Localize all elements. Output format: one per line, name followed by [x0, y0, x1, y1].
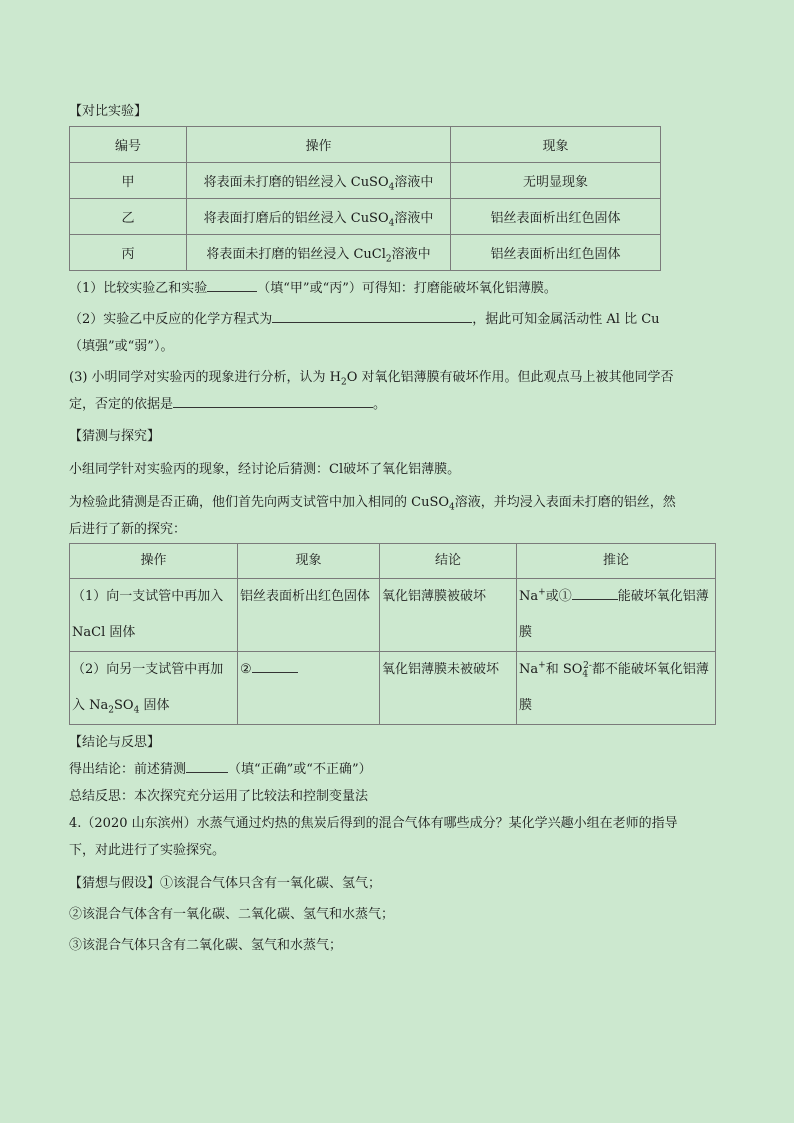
cell-op: 将表面未打磨的铝丝浸入 CuSO$_4$溶液中: [187, 163, 451, 199]
col-header-result: 现象: [451, 127, 661, 163]
cell-conclusion: 氧化铝薄膜未被破坏: [380, 652, 517, 725]
cell-op: 将表面打磨后的铝丝浸入 CuSO$_4$溶液中: [187, 199, 451, 235]
table-row: [70, 163, 661, 199]
col-header-op: 操作: [70, 544, 238, 579]
col-header-phenomenon: 现象: [238, 544, 380, 579]
question-3-line2: 定，否定的依据是 。: [69, 391, 717, 418]
question-3: (3) 小明同学对实验丙的现象进行分析，认为 $H_2O$ 对氧化铝薄膜有破坏作用。但此观点马上被其他同学否: [69, 370, 674, 388]
answer-blank[interactable]: [186, 758, 228, 773]
cell-result: 铝丝表面析出红色固体: [451, 235, 661, 271]
table-header-row: [70, 544, 716, 579]
table-row: [70, 199, 661, 235]
table-row: [70, 652, 716, 725]
answer-blank[interactable]: [252, 658, 298, 673]
cell-result: 铝丝表面析出红色固体: [451, 199, 661, 235]
cell-inference: Na+和 $SO_4^{2-}$都不能破坏氧化铝薄膜: [517, 652, 716, 725]
answer-blank[interactable]: [207, 277, 257, 292]
cell-id: 丙: [70, 235, 187, 271]
question-2-line2: （填强”或“弱”）。: [69, 339, 174, 354]
col-header-inference: 推论: [517, 544, 716, 579]
answer-blank[interactable]: [272, 308, 472, 323]
table-row: [70, 235, 661, 271]
document-page: [69, 98, 717, 959]
col-header-id: 编号: [70, 127, 187, 163]
section-conclusion-heading: 【结论与反思】: [69, 735, 161, 750]
section-compare-heading: 【对比实验】: [69, 104, 148, 119]
hypothesis-2: ②该混合气体含有一氧化碳、二氧化碳、氢气和水蒸气；: [69, 907, 395, 922]
cell-op: （2）向另一支试管中再加入 $Na_2SO_4$ 固体: [70, 652, 238, 725]
cell-op: （1）向一支试管中再加入 NaCl 固体: [70, 579, 238, 652]
question-4-line2: 下，对此进行了实验探究。: [69, 843, 226, 858]
cell-result: 无明显现象: [451, 163, 661, 199]
cell-inference: Na+或① 能破坏氧化铝薄膜: [517, 579, 716, 652]
cell-id: 甲: [70, 163, 187, 199]
table-header-row: [70, 127, 661, 163]
hypothesis-1: 【猜想与假设】①该混合气体只含有一氧化碳、氢气；: [69, 876, 382, 891]
guess-paragraph-2: 为检验此猜测是否正确，他们首先向两支试管中加入相同的 CuSO$_4$溶液，并均浸入表面未打磨的铝丝，然: [69, 495, 676, 513]
cell-phenomenon: ②: [238, 652, 380, 725]
col-header-conclusion: 结论: [380, 544, 517, 579]
table-row: [70, 579, 716, 652]
answer-blank[interactable]: [173, 393, 373, 408]
question-1: （1）比较实验乙和实验 （填“甲”或“丙”）可得知：打磨能破坏氧化铝薄膜。: [69, 275, 717, 302]
guess-paragraph-2-line2: 后进行了新的探究：: [69, 522, 187, 537]
question-4-line1: 4.（2020 山东滨州）水蒸气通过灼热的焦炭后得到的混合气体有哪些成分？某化学兴趣小组在老师的指导: [69, 816, 678, 831]
question-2: （2）实验乙中反应的化学方程式为 ，据此可知金属活动性 Al 比 Cu: [69, 306, 717, 333]
compare-table: [69, 126, 661, 271]
conclusion-paragraph-1: 得出结论：前述猜测 （填“正确”或“不正确”）: [69, 756, 717, 783]
col-header-op: 操作: [187, 127, 451, 163]
cell-phenomenon: 铝丝表面析出红色固体: [238, 579, 380, 652]
explore-table: [69, 543, 716, 725]
hypothesis-3: ③该混合气体只含有二氧化碳、氢气和水蒸气；: [69, 938, 343, 953]
cell-conclusion: 氧化铝薄膜被破坏: [380, 579, 517, 652]
cell-id: 乙: [70, 199, 187, 235]
answer-blank[interactable]: [572, 585, 618, 600]
section-guess-heading: 【猜测与探究】: [69, 429, 161, 444]
conclusion-paragraph-2: 总结反思：本次探究充分运用了比较法和控制变量法: [69, 789, 369, 804]
cell-op: 将表面未打磨的铝丝浸入 CuCl$_2$溶液中: [187, 235, 451, 271]
guess-paragraph-1: 小组同学针对实验丙的现象，经讨论后猜测：Cl破坏了氧化铝薄膜。: [69, 462, 461, 477]
